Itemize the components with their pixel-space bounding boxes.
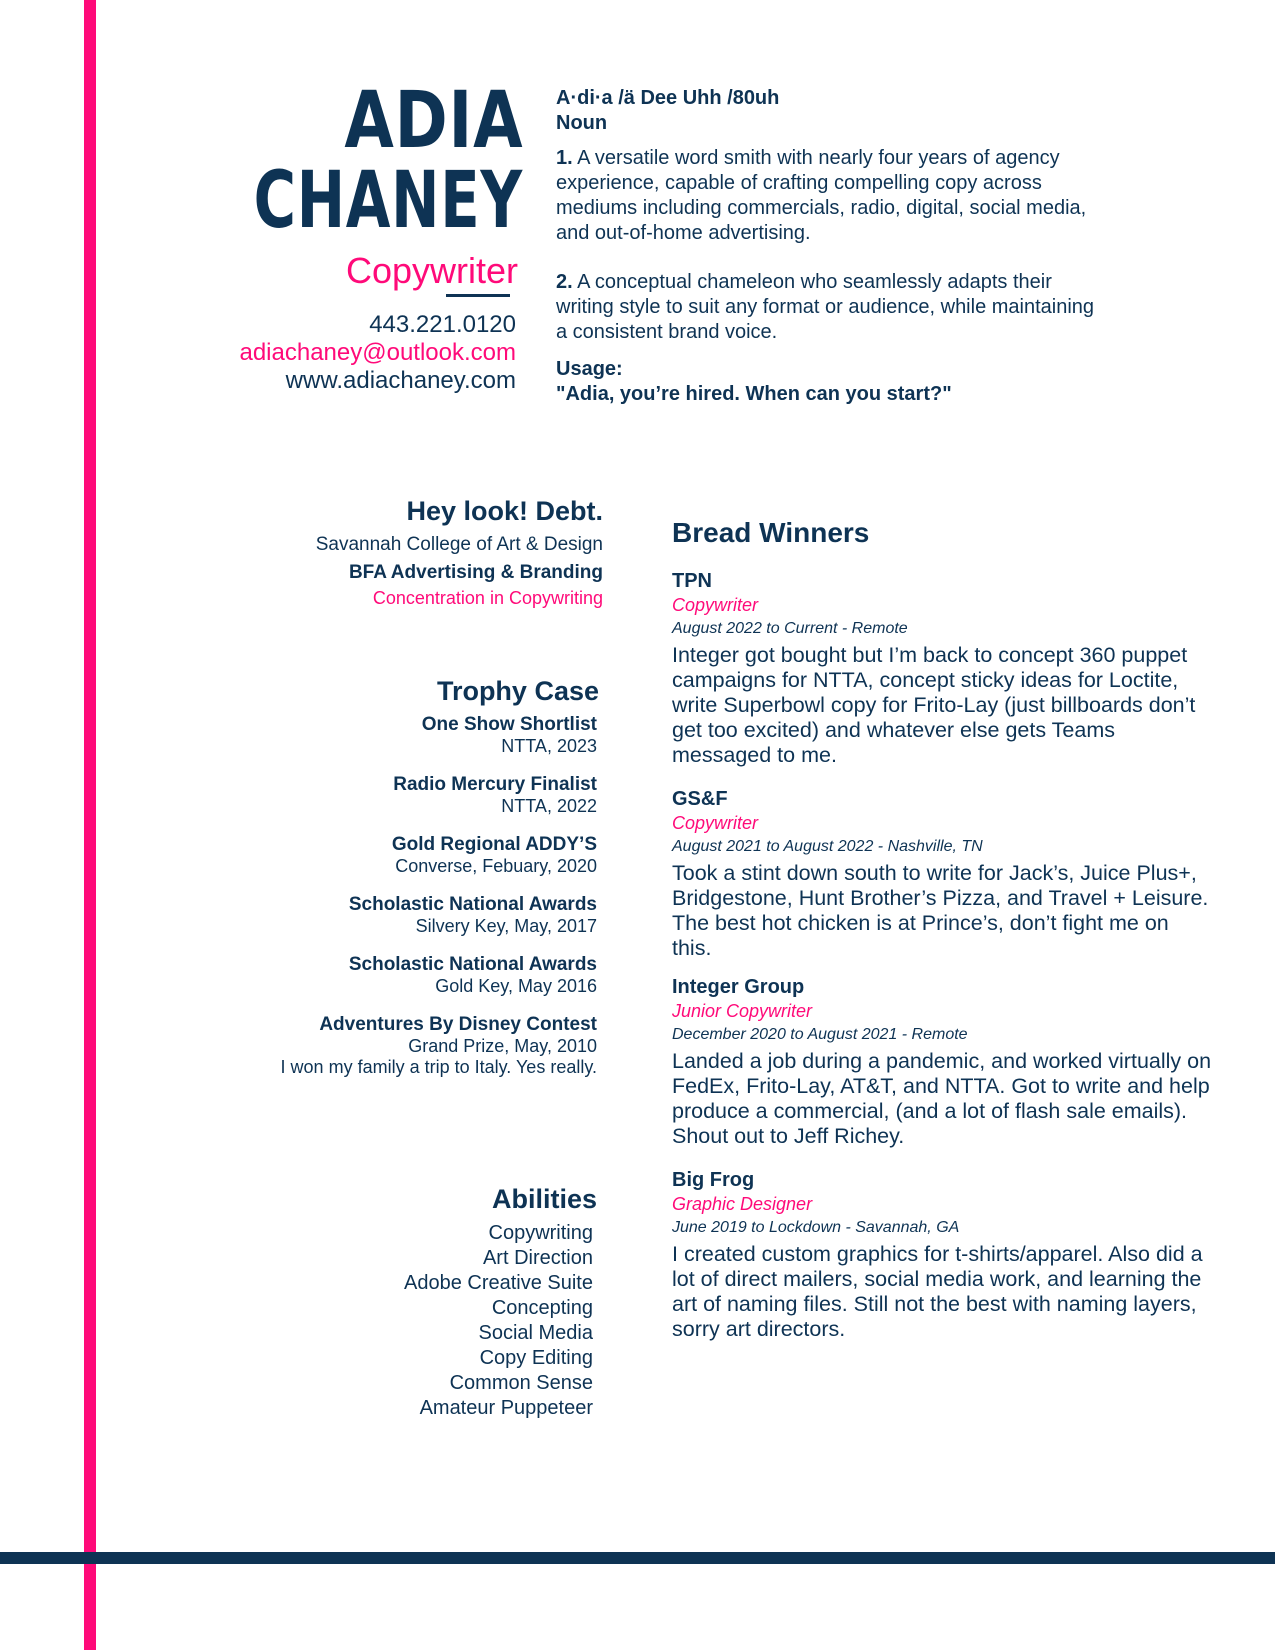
- award-sub: NTTA, 2022: [501, 796, 597, 816]
- ability-item: Copywriting: [488, 1222, 593, 1244]
- job-dates: August 2022 to Current - Remote: [672, 620, 908, 637]
- job-description: I created custom graphics for t-shirts/apparel. Also did a lot of direct mailers, social media work, and learning the art of naming files. Still not the best with naming layers, sorry art directors.: [672, 1242, 1203, 1341]
- definition-block: [556, 86, 1096, 407]
- education-heading: Hey look! Debt.: [406, 496, 603, 526]
- job-company: TPN: [672, 570, 712, 592]
- award-item: [157, 834, 597, 877]
- ability-item: Concepting: [491, 1297, 593, 1319]
- definition-1: [556, 146, 1096, 246]
- email-link[interactable]: adiachaney@outlook.com: [239, 339, 516, 366]
- award-title: Scholastic National Awards: [348, 894, 597, 915]
- job-entry: [672, 975, 1212, 1149]
- experience-heading: Bread Winners: [672, 517, 870, 548]
- award-title: Scholastic National Awards: [348, 954, 597, 975]
- awards-list: [157, 714, 597, 1095]
- job-dates: June 2019 to Lockdown - Savannah, GA: [672, 1219, 960, 1236]
- job-description: Integer got bought but I’m back to concept 360 puppet campaigns for NTTA, concept sticky ideas for Loctite, write Superbowl copy for Frito-Lay (just billboards don’t get too excited) and whatever else gets Teams messaged to me.: [672, 643, 1196, 767]
- concentration: Concentration in Copywriting: [372, 588, 603, 608]
- ability-item: Copy Editing: [479, 1347, 593, 1369]
- job-title: Copywriter: [672, 813, 759, 833]
- job-description: Took a stint down south to write for Jack’s, Juice Plus+, Bridgestone, Hunt Brother’s Pizza, and Travel + Leisure. The best hot chicken is at Prince’s, don’t fight me on this.: [672, 861, 1209, 960]
- awards-heading: Trophy Case: [436, 676, 599, 706]
- part-of-speech: Noun: [556, 112, 608, 134]
- ability-item: Amateur Puppeteer: [419, 1397, 593, 1419]
- website-link[interactable]: www.adiachaney.com: [285, 367, 516, 394]
- award-item: [157, 894, 597, 937]
- ability-item: Social Media: [478, 1322, 593, 1344]
- name-first: ADIA: [343, 76, 523, 166]
- job-title: Copywriter: [672, 595, 759, 615]
- education-block: [316, 531, 603, 609]
- job-description: Landed a job during a pandemic, and worked virtually on FedEx, Frito-Lay, AT&T, and NTTA. Got to write and help produce a commercial, (and a lot of flash sale emails). Shout out to Jeff Richey.: [672, 1049, 1212, 1148]
- job-title: Graphic Designer: [672, 1194, 813, 1214]
- award-sub: Gold Key, May 2016: [435, 976, 597, 996]
- definition-2: [556, 270, 1096, 345]
- award-sub: Silvery Key, May, 2017: [415, 916, 597, 936]
- award-item: [157, 1014, 597, 1078]
- ability-item: Adobe Creative Suite: [403, 1272, 593, 1294]
- job-dates: December 2020 to August 2021 - Remote: [672, 1026, 968, 1043]
- award-title: Gold Regional ADDY’S: [391, 834, 597, 855]
- award-title: One Show Shortlist: [421, 714, 597, 735]
- job-entry: [672, 569, 1212, 768]
- name-last: CHANEY: [253, 156, 523, 246]
- award-item: [157, 954, 597, 997]
- school-name: Savannah College of Art & Design: [315, 534, 603, 555]
- usage-text: "Adia, you’re hired. When can you start?": [556, 383, 952, 405]
- role-underline: [446, 294, 510, 297]
- phone: 443.221.0120: [369, 311, 516, 338]
- award-sub: Grand Prize, May, 2010: [408, 1036, 597, 1056]
- abilities-list: [404, 1221, 593, 1421]
- definition-2-text: A conceptual chameleon who seamlessly adapts their writing style to suit any format or audience, while maintaining a consistent brand voice.: [556, 271, 1095, 343]
- pronunciation: A·di·a /ä Dee Uhh /80uh: [556, 87, 780, 109]
- job-dates: August 2021 to August 2022 - Nashville, TN: [672, 838, 983, 855]
- accent-vertical-bar: [84, 0, 96, 1650]
- job-title: Junior Copywriter: [672, 1001, 813, 1021]
- job-company: Big Frog: [672, 1169, 755, 1191]
- abilities-heading: Abilities: [491, 1184, 597, 1214]
- ability-item: Common Sense: [449, 1372, 593, 1394]
- usage-label: Usage:: [556, 358, 623, 380]
- ability-item: Art Direction: [482, 1247, 593, 1269]
- award-sub: Converse, Febuary, 2020: [395, 856, 597, 876]
- award-sub: NTTA, 2023: [501, 736, 597, 756]
- award-item: [157, 714, 597, 757]
- job-company: Integer Group: [672, 976, 805, 998]
- role-title: Copywriter: [345, 250, 518, 291]
- definition-2-number: 2.: [556, 271, 573, 293]
- job-entry: [672, 1168, 1212, 1342]
- definition-1-number: 1.: [556, 147, 573, 169]
- award-title: Radio Mercury Finalist: [393, 774, 597, 795]
- job-entry: [672, 787, 1212, 961]
- footer-horizontal-bar: [0, 1552, 1275, 1564]
- job-company: GS&F: [672, 788, 728, 810]
- award-title: Adventures By Disney Contest: [319, 1014, 597, 1035]
- award-item: [157, 774, 597, 817]
- degree: BFA Advertising & Branding: [348, 562, 603, 583]
- definition-1-text: A versatile word smith with nearly four years of agency experience, capable of crafting compelling copy across mediums including commercials, radio, digital, social media, and out-of-home advertising.: [556, 147, 1087, 244]
- award-note: I won my family a trip to Italy. Yes really.: [280, 1057, 597, 1077]
